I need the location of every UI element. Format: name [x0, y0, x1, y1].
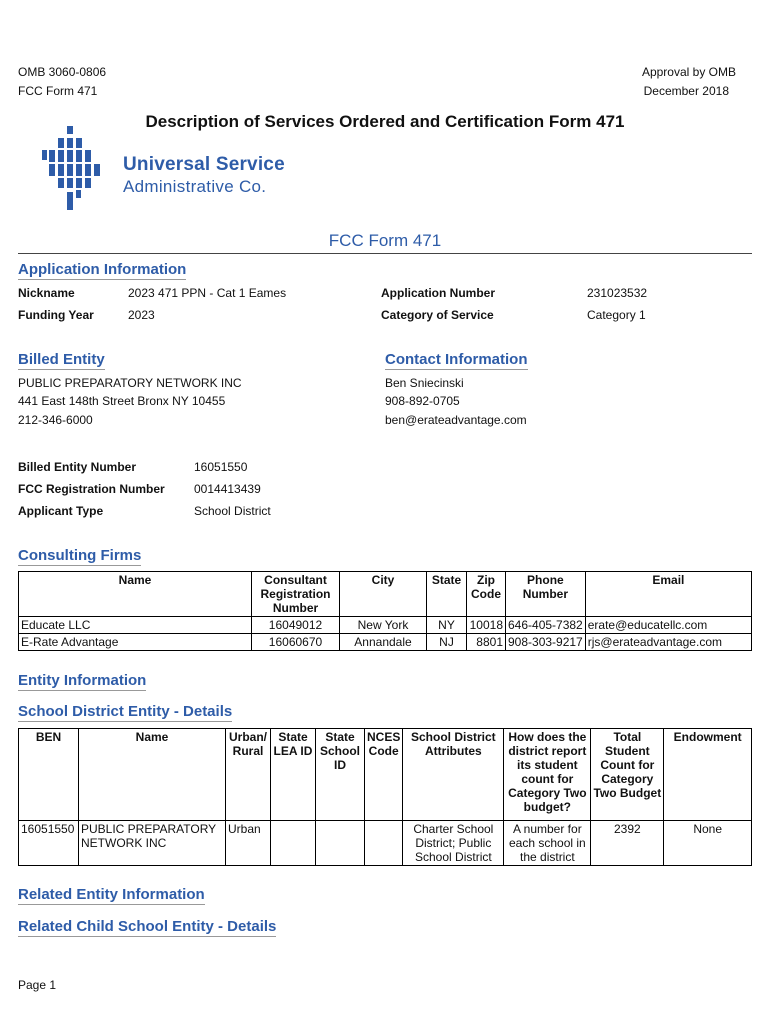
col-endowment: Endowment	[664, 729, 752, 821]
page-number: Page 1	[18, 978, 57, 992]
contact-info-heading: Contact Information	[385, 351, 528, 368]
col-total-student-count: Total Student Count for Category Two Budget	[591, 729, 664, 821]
col-zip: Zip Code	[467, 572, 506, 617]
usac-logo-icon	[40, 124, 110, 214]
entity-urban-rural: Urban	[226, 821, 271, 866]
col-state-lea-id: State LEA ID	[271, 729, 316, 821]
firm-state: NJ	[427, 634, 467, 651]
usac-logo	[40, 124, 290, 214]
applicant-type-value: School District	[194, 504, 271, 518]
fcc-registration-value: 0014413439	[194, 482, 261, 496]
firm-phone: 646-405-7382	[506, 617, 586, 634]
billed-entity-name: PUBLIC PREPARATORY NETWORK INC	[18, 376, 242, 390]
entity-nces-code	[365, 821, 403, 866]
entity-student-count: 2392	[591, 821, 664, 866]
billed-entity-phone: 212-346-6000	[18, 413, 93, 427]
logo-line2: Administrative Co.	[123, 177, 267, 196]
page-title: Description of Services Ordered and Certification Form 471	[145, 112, 625, 131]
firm-state: NY	[427, 617, 467, 634]
firm-reg: 16060670	[252, 634, 340, 651]
col-ben: BEN	[19, 729, 79, 821]
nickname-value: 2023 471 PPN - Cat 1 Eames	[128, 286, 287, 300]
col-entity-name: Name	[79, 729, 226, 821]
applicant-type-label: Applicant Type	[18, 504, 104, 518]
col-phone: Phone Number	[506, 572, 586, 617]
col-nces-code: NCES Code	[365, 729, 403, 821]
col-student-count-method: How does the district report its student count for Category Two budget?	[504, 729, 591, 821]
table-row	[19, 617, 752, 634]
entity-endowment: None	[664, 821, 752, 866]
application-info-heading: Application Information	[18, 261, 187, 278]
approval-date: December 2018	[643, 84, 729, 98]
related-entity-heading: Related Entity Information	[18, 886, 205, 903]
nickname-label: Nickname	[18, 286, 75, 300]
contact-email[interactable]: ben@erateadvantage.com	[385, 413, 527, 427]
school-district-table	[18, 728, 752, 866]
firm-zip: 8801	[467, 634, 506, 651]
entity-state-school-id	[316, 821, 365, 866]
table-row	[19, 821, 752, 866]
entity-attributes: Charter School District; Public School District	[403, 821, 504, 866]
contact-phone: 908-892-0705	[385, 394, 460, 408]
category-value: Category 1	[587, 308, 646, 322]
firm-zip: 10018	[467, 617, 506, 634]
category-label: Category of Service	[381, 308, 494, 322]
entity-info-heading: Entity Information	[18, 672, 147, 689]
col-consultant-reg: Consultant Registration Number	[252, 572, 340, 617]
entity-ben: 16051550	[19, 821, 79, 866]
related-child-details-heading: Related Child School Entity - Details	[18, 918, 277, 935]
fcc-registration-label: FCC Registration Number	[18, 482, 165, 496]
consulting-firms-heading: Consulting Firms	[18, 547, 142, 564]
approval-label: Approval by OMB	[641, 65, 736, 79]
funding-year-value: 2023	[128, 308, 155, 322]
billed-entity-heading: Billed Entity	[18, 351, 105, 368]
firm-name: Educate LLC	[19, 617, 252, 634]
table-row	[19, 634, 752, 651]
firm-name: E-Rate Advantage	[19, 634, 252, 651]
contact-name: Ben Sniecinski	[385, 376, 464, 390]
title-rule	[18, 253, 752, 254]
firm-phone: 908-303-9217	[506, 634, 586, 651]
consulting-firms-table	[18, 571, 752, 651]
form-label: FCC Form 471	[18, 84, 98, 98]
firm-email[interactable]: erate@educatellc.com	[585, 617, 751, 634]
col-state-school-id: State School ID	[316, 729, 365, 821]
ben-label: Billed Entity Number	[18, 460, 137, 474]
entity-count-method: A number for each school in the district	[504, 821, 591, 866]
funding-year-label: Funding Year	[18, 308, 94, 322]
entity-name: PUBLIC PREPARATORY NETWORK INC	[79, 821, 226, 866]
firm-city: Annandale	[340, 634, 427, 651]
ben-value: 16051550	[194, 460, 248, 474]
col-email: Email	[585, 572, 751, 617]
entity-header-row	[19, 729, 752, 821]
omb-number: OMB 3060-0806	[18, 65, 107, 79]
firm-email[interactable]: rjs@erateadvantage.com	[585, 634, 751, 651]
consulting-header-row	[19, 572, 752, 617]
application-number-value: 231023532	[587, 286, 648, 300]
col-state: State	[427, 572, 467, 617]
application-number-label: Application Number	[381, 286, 496, 300]
col-name: Name	[19, 572, 252, 617]
school-district-details-heading: School District Entity - Details	[18, 703, 233, 720]
billed-entity-address: 441 East 148th Street Bronx NY 10455	[18, 394, 226, 408]
logo-line1: Universal Service	[123, 154, 285, 175]
col-urban-rural: Urban/ Rural	[226, 729, 271, 821]
firm-city: New York	[340, 617, 427, 634]
firm-reg: 16049012	[252, 617, 340, 634]
entity-state-lea-id	[271, 821, 316, 866]
form-title: FCC Form 471	[328, 231, 442, 250]
col-district-attributes: School District Attributes	[403, 729, 504, 821]
col-city: City	[340, 572, 427, 617]
